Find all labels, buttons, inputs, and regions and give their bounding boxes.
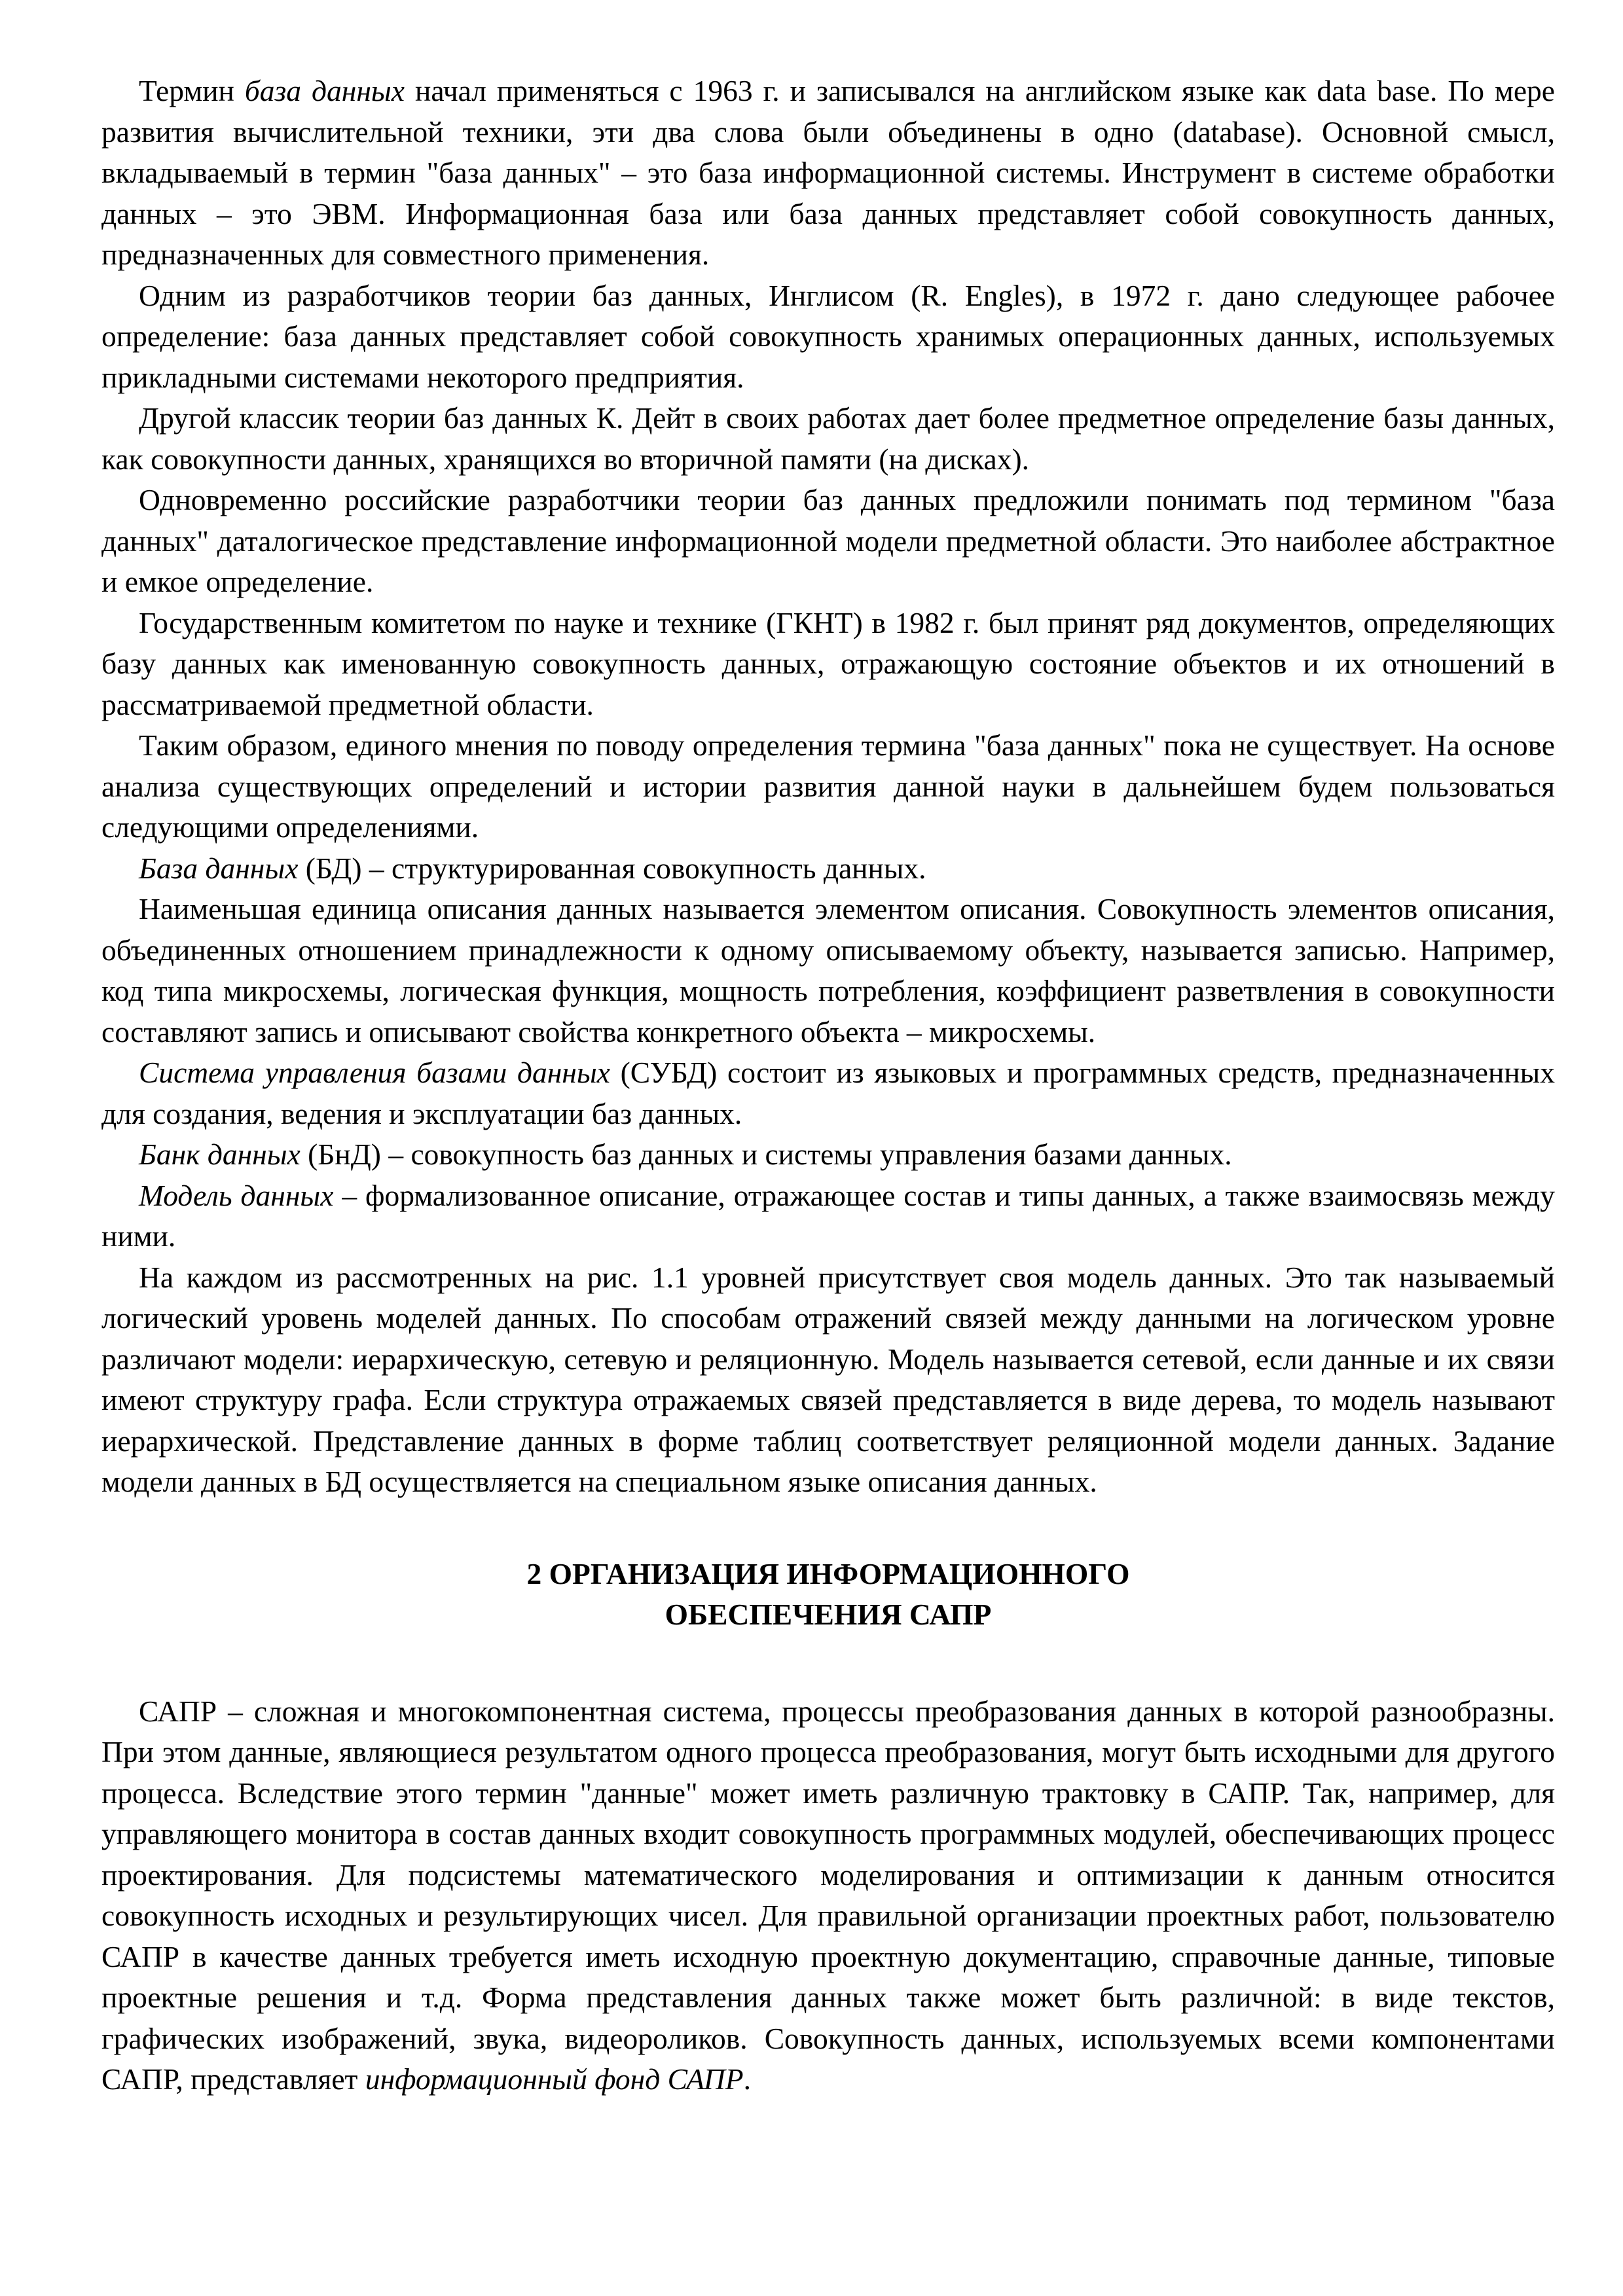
paragraph-date-definition: Другой классик теории баз данных К. Дейт в своих работах дает более предметное определение базы данных, как совокупности данных, хранящихся во вторичной памяти (на дисках). (101, 401, 1555, 476)
paragraph-definition-bd (101, 848, 1555, 889)
term-bd-italic: База данных (139, 851, 299, 885)
definition-data-model-text: – формализованное описание, отражающее состав и типы данных, а также взаимосвязь между ними. (101, 1178, 1555, 1253)
section-heading-line-2: ОБЕСПЕЧЕНИЯ САПР (665, 1598, 992, 1631)
paragraph-definition-bnd (101, 1134, 1555, 1175)
paragraph-engles-definition: Одним из разработчиков теории баз данных, Инглисом (R. Engles), в 1972 г. дано следующее рабочее определение: база данных представляет собой совокупность хранимых операционных данных, используемых прикладными системами некоторого предприятия. (101, 278, 1555, 394)
paragraph-lead-text: Термин (139, 74, 245, 107)
definition-subd-text: (СУБД) состоит из языковых и программных средств, предназначенных для создания, ведения и эксплуатации баз данных. (101, 1056, 1555, 1130)
paragraph-definition-data-model (101, 1175, 1555, 1257)
definition-bd-text: (БД) – структурированная совокупность данных. (298, 851, 926, 885)
paragraph-sapr-text: САПР – сложная и многокомпонентная система, процессы преобразования данных в которой разнообразны. При этом данные, являющиеся результатом одного процесса преобразования, могут быть исходными для другого процесса. Вследствие этого термин "данные" может иметь различную трактовку в САПР. Так, например, для управляющего монитора в состав данных входит совокупность программных модулей, обеспечивающих процесс проектирования. Для подсистемы математического моделирования и оптимизации к данным относится совокупность исходных и результирующих чисел. Для правильной организации проектных работ, пользователю САПР в качестве данных требуется иметь исходную проектную документацию, справочные данные, типовые проектные решения и т.д. Форма представления данных также может быть различной: в виде текстов, графических изображений, звука, видеороликов. Совокупность данных, используемых всеми компонентами САПР, представляет (101, 1694, 1555, 2096)
term-database-italic: база данных (244, 74, 405, 107)
document-page (101, 71, 1555, 2100)
paragraph-logical-models: На каждом из рассмотренных на рис. 1.1 уровней присутствует своя модель данных. Это так называемый логический уровень моделей данных. По способам отражений связей между данными на логическом уровне различают модели: иерархическую, сетевую и реляционную. Модель называется сетевой, если данные и их связи имеют структуру графа. Если структура отражаемых связей представляется в виде дерева, то модель называют иерархической. Представление данных в форме таблиц соответствует реляционной модели данных. Задание модели данных в БД осуществляется на специальном языке описания данных. (101, 1260, 1555, 1498)
section-heading-line-1: 2 ОРГАНИЗАЦИЯ ИНФОРМАЦИОННОГО (526, 1556, 1130, 1590)
term-info-fund-italic: информационный фонд САПР (365, 2062, 744, 2096)
term-subd-italic: Система управления базами данных (139, 1056, 610, 1089)
paragraph-sapr-end: . (743, 2062, 751, 2096)
paragraph-no-single-opinion: Таким образом, единого мнения по поводу определения термина "база данных" пока не существует. На основе анализа существующих определений и истории развития данной науки в дальнейшем будем пользоваться следующими определениями. (101, 728, 1555, 844)
section-heading (101, 1554, 1555, 1636)
paragraph-database-term-origin (101, 71, 1555, 276)
paragraph-russian-definition: Одновременно российские разработчики теории баз данных предложили понимать под термином "база данных" даталогическое представление информационной модели предметной области. Это наиболее абстрактное и емкое определение. (101, 483, 1555, 598)
term-data-model-italic: Модель данных (139, 1178, 334, 1212)
paragraph-record-definition: Наименьшая единица описания данных называется элементом описания. Совокупность элементов описания, объединенных отношением принадлежности к одному описываемому объекту, называется записью. Например, код типа микросхемы, логическая функция, мощность потребления, коэффициент разветвления в совокупности составляют запись и описывают свойства конкретного объекта – микросхемы. (101, 892, 1555, 1049)
definition-bnd-text: (БнД) – совокупность баз данных и системы управления базами данных. (300, 1138, 1232, 1171)
paragraph-sapr-overview (101, 1691, 1555, 2100)
paragraph-body-text: начал применяться с 1963 г. и записывался на английском языке как data base. По мере развития вычислительной техники, эти два слова были объединены в одно (database). Основной смысл, вкладываемый в термин "база данных" – это база информационной системы. Инструмент в системе обработки данных – это ЭВМ. Информационная база или база данных представляет собой совокупность данных, предназначенных для совместного применения. (101, 74, 1555, 271)
paragraph-gknt-definition: Государственным комитетом по науке и технике (ГКНТ) в 1982 г. был принят ряд документов, определяющих базу данных как именованную совокупность данных, отражающую состояние объектов и их отношений в рассматриваемой предметной области. (101, 605, 1555, 721)
term-bnd-italic: Банк данных (139, 1138, 301, 1171)
paragraph-definition-subd (101, 1052, 1555, 1134)
